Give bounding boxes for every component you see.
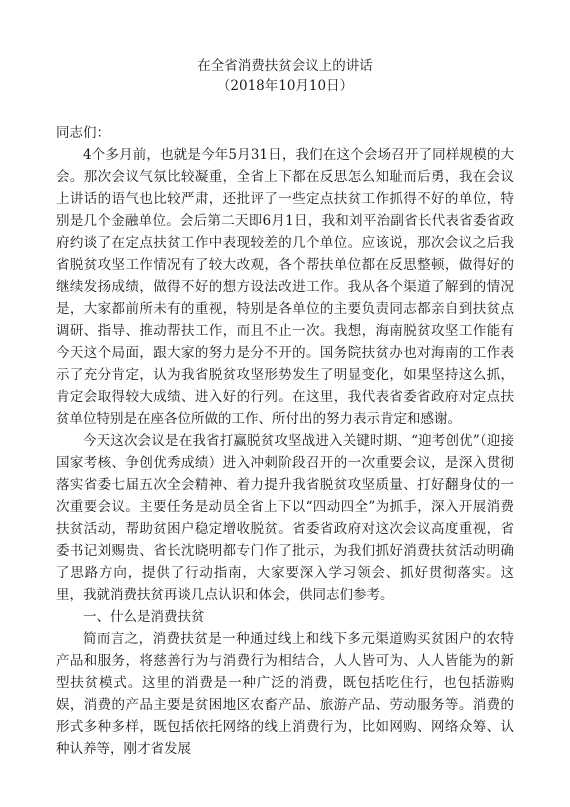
body-paragraph-2: 今天这次会议是在我省打赢脱贫攻坚战进入关键时期、“迎考创优”（迎接国家考核、争创优秀成绩）进入冲刺阶段召开的一次重要会议，是深入贯彻落实省委七届五次全会精神、着力提升我省脱贫攻坚质量、打好翻身仗的一次重要会议。主要任务是动员全省上下以“四动四全”为抓手，深入开展消费扶贫活动，帮助贫困户稳定增收脱贫。省委省政府对这次会议高度重视，省委书记刘赐贵、省长沈晓明都专门作了批示，为我们抓好消费扶贫活动明确了思路方向，提供了行动指南，大家要深入学习领会、抓好贯彻落实。这里，我就消费扶贫再谈几点认识和体会，供同志们参考。: [56, 433, 514, 603]
section-heading: 一、什么是消费扶贫: [83, 609, 205, 625]
document-date: （2018年10月10日）: [216, 78, 354, 94]
body-paragraph-1: 4个多月前，也就是今年5月31日，我们在这个会场召开了同样规模的大会。那次会议气氛比较凝重，全省上下都在反思怎么知耻而后勇，我在会议上讲话的语气也比较严肃，还批评了一些定点扶贫工作抓得不好的单位，特别是几个金融单位。会后第二天即6月1日，我和刘平治副省长代表省委省政府约谈了在定点扶贫工作中表现较差的几个单位。应该说，那次会议之后我省脱贫攻坚工作情况有了较大改观，各个帮扶单位都在反思整顿，做得好的继续发扬成绩，做得不好的想方设法改进工作。我从各个渠道了解到的情况是，大家都前所未有的重视，特别是各单位的主要负责同志都亲自到扶贫点调研、指导、推动帮扶工作，而且不止一次。我想，海南脱贫攻坚工作能有今天这个局面，跟大家的努力是分不开的。国务院扶贫办也对海南的工作表示了充分肯定，认为我省脱贫攻坚形势发生了明显变化，如果坚持这么抓，肯定会取得较大成绩、进入好的行列。在这里，我代表省委省政府对定点扶贫单位特别是在座各位所做的工作、所付出的努力表示肯定和感谢。: [56, 147, 514, 427]
salutation: 同志们：: [56, 125, 110, 141]
document-title: 在全省消费扶贫会议上的讲话: [197, 58, 373, 74]
section-paragraph: 简而言之，消费扶贫是一种通过线上和线下多元渠道购买贫困户的农特产品和服务，将慈善行为与消费行为相结合，人人皆可为、人人皆能为的新型扶贫模式。这里的消费是一种广泛的消费，既包括吃住行，也包括游购娱，消费的产品主要是贫困地区农畜产品、旅游产品、劳动服务等。消费的形式多种多样，既包括依托网络的线上消费行为，比如网购、网络众筹、认种认养等，刚才省发展: [56, 631, 514, 757]
